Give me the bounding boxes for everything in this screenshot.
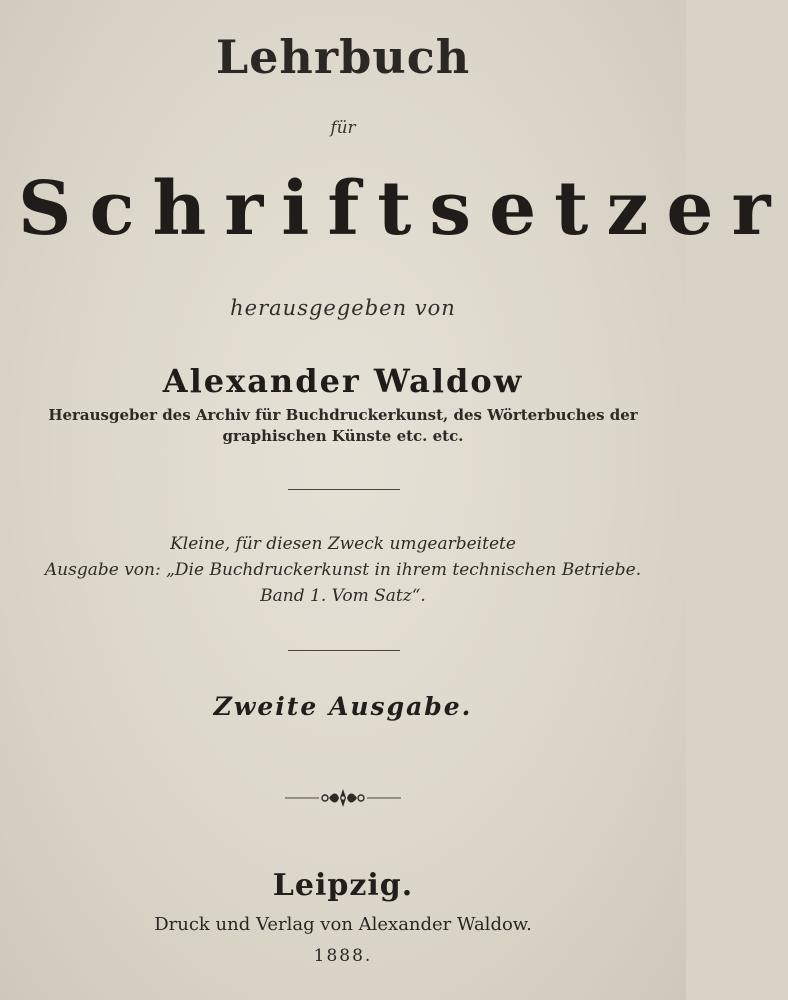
edition-note-line-1: Kleine, für diesen Zweck umgearbeitete xyxy=(170,534,516,554)
edition-note-line-3: Band 1. Vom Satz“. xyxy=(260,586,426,606)
title-line-lehrbuch: Lehrbuch xyxy=(215,30,471,84)
editor-by-line: herausgegeben von xyxy=(230,296,456,320)
divider-rule xyxy=(288,489,400,490)
divider-rule xyxy=(288,650,400,651)
imprint-publisher: Druck und Verlag von Alexander Waldow. xyxy=(154,914,532,935)
editor-description-line-2: graphischen Künste etc. etc. xyxy=(222,427,464,445)
ornament-icon xyxy=(285,786,401,810)
imprint-city: Leipzig. xyxy=(272,868,414,903)
title-line-schriftsetzer: Schriftsetzer xyxy=(18,166,788,252)
imprint-year: 1888. xyxy=(313,946,373,966)
editor-description-line-1: Herausgeber des Archiv für Buchdruckerkunst, des Wörterbuches der xyxy=(48,406,638,424)
editor-name: Alexander Waldow xyxy=(162,362,524,400)
edition-note-line-2: Ausgabe von: „Die Buchdruckerkunst in ihrem technischen Betriebe. xyxy=(44,560,642,580)
edition-label: Zweite Ausgabe. xyxy=(213,692,473,721)
title-line-fuer: für xyxy=(330,118,356,138)
